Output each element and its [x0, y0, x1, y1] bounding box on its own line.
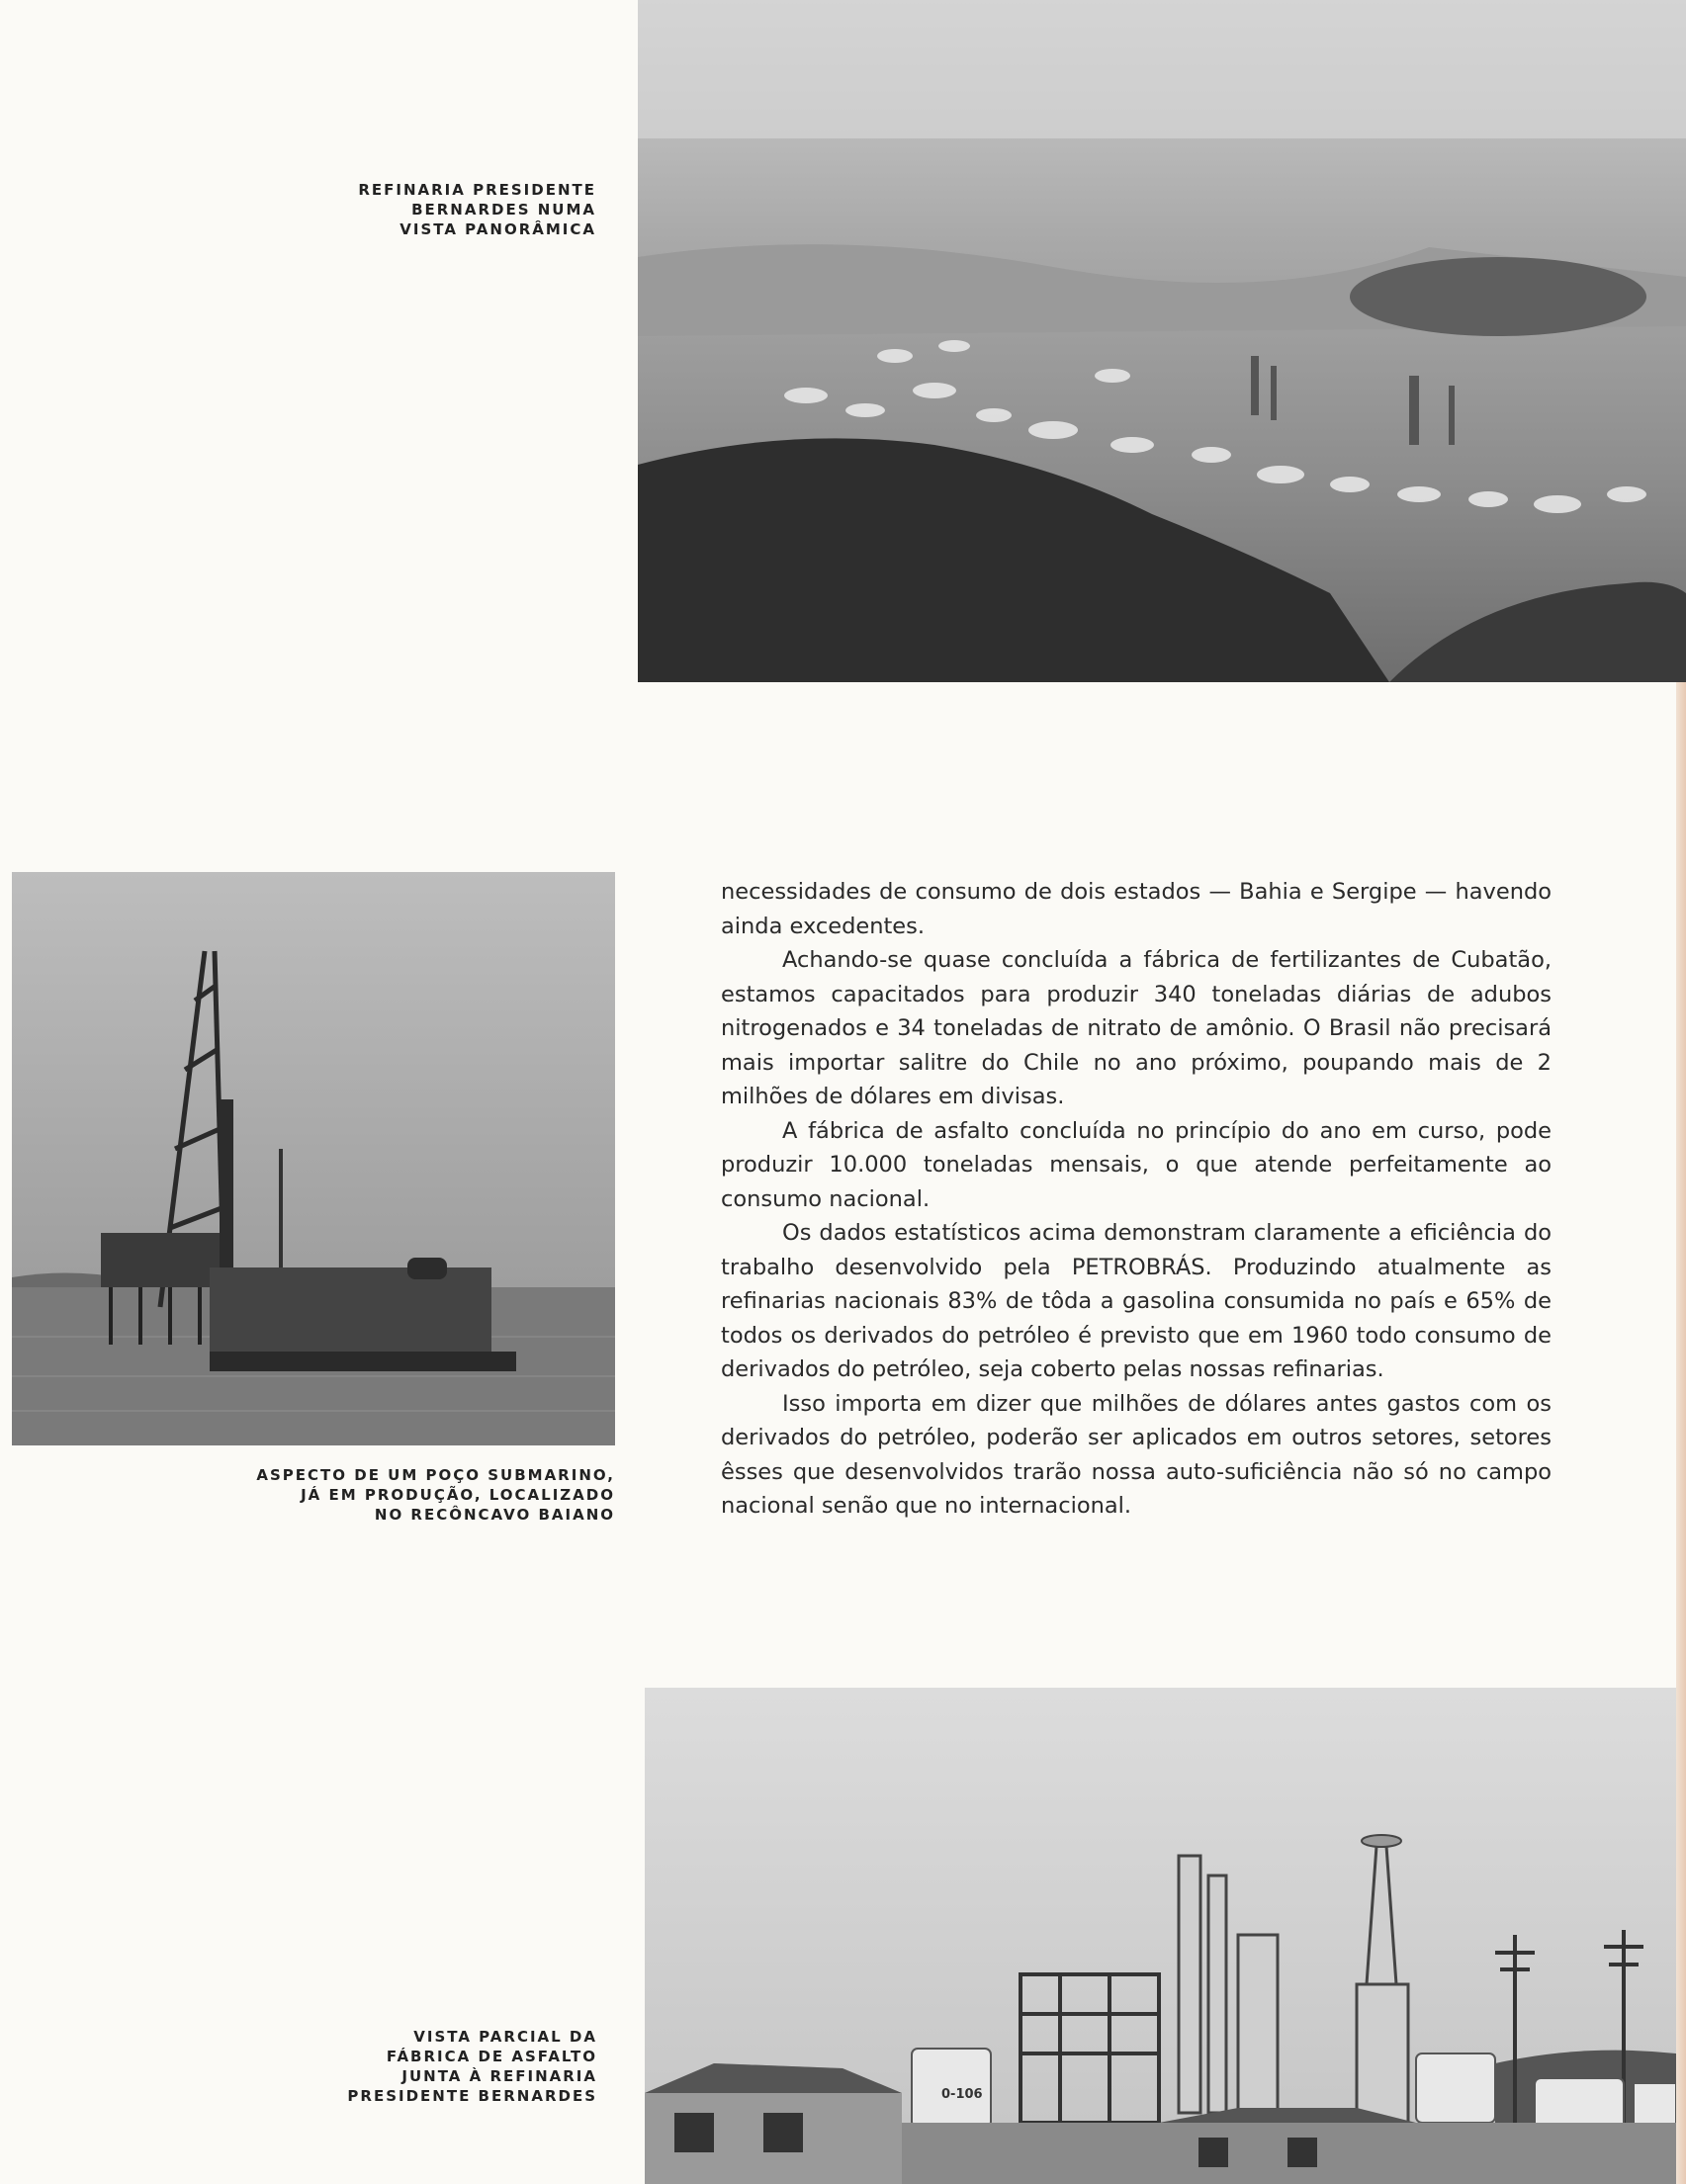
paragraph-2: Achando-se quase concluída a fábrica de fertilizantes de Cubatão, estamos capacitados para produzir 340 toneladas diárias de adubos nitrogenados e 34 toneladas de nitrato de amônio. O Brasil não precisará mais importar salitre do Chile no ano próximo, poupando mais de 2 milhões de dólares em divisas.	[721, 947, 1552, 1109]
photo-refinery-panorama	[638, 0, 1686, 682]
caption-refinery-panorama: REFINARIA PRESIDENTE BERNARDES NUMA VISTA PANORÂMICA	[358, 181, 596, 238]
paragraph-3: A fábrica de asfalto concluída no princípio do ano em curso, pode produzir 10.000 toneladas mensais, o que atende perfeitamente ao consumo nacional.	[721, 1117, 1552, 1212]
paragraph-4: Os dados estatísticos acima demonstram claramente a eficiência do trabalho desenvolvido pela PETROBRÁS. Produzindo atualmente as refinarias nacionais 83% de tôda a gasolina consumida no país e 65% de todos os derivados do petróleo é previsto que em 1960 todo consumo de derivados do petróleo, seja coberto pelas nossas refinarias.	[721, 1220, 1552, 1382]
paragraph-1: necessidades de consumo de dois estados — Bahia e Sergipe — havendo ainda excedentes.	[721, 879, 1552, 939]
tank-label-1: 0-106	[941, 2087, 983, 2102]
article-body	[721, 875, 1552, 1524]
caption-asphalt-plant: VISTA PARCIAL DA FÁBRICA DE ASFALTO JUNTA À REFINARIA PRESIDENTE BERNARDES	[347, 2028, 597, 2105]
paragraph-5: Isso importa em dizer que milhões de dólares antes gastos com os derivados do petróleo, poderão ser aplicados em outros setores, setores êsses que desenvolvidos trarão nossa auto-suficiência não só no campo nacional senão que no internacional.	[721, 1390, 1552, 1519]
photo-asphalt-plant	[645, 1688, 1676, 2184]
photo-offshore-well	[12, 872, 615, 1445]
caption-offshore-well: ASPECTO DE UM POÇO SUBMARINO, JÁ EM PRODUÇÃO, LOCALIZADO NO RECÔNCAVO BAIANO	[256, 1466, 615, 1524]
